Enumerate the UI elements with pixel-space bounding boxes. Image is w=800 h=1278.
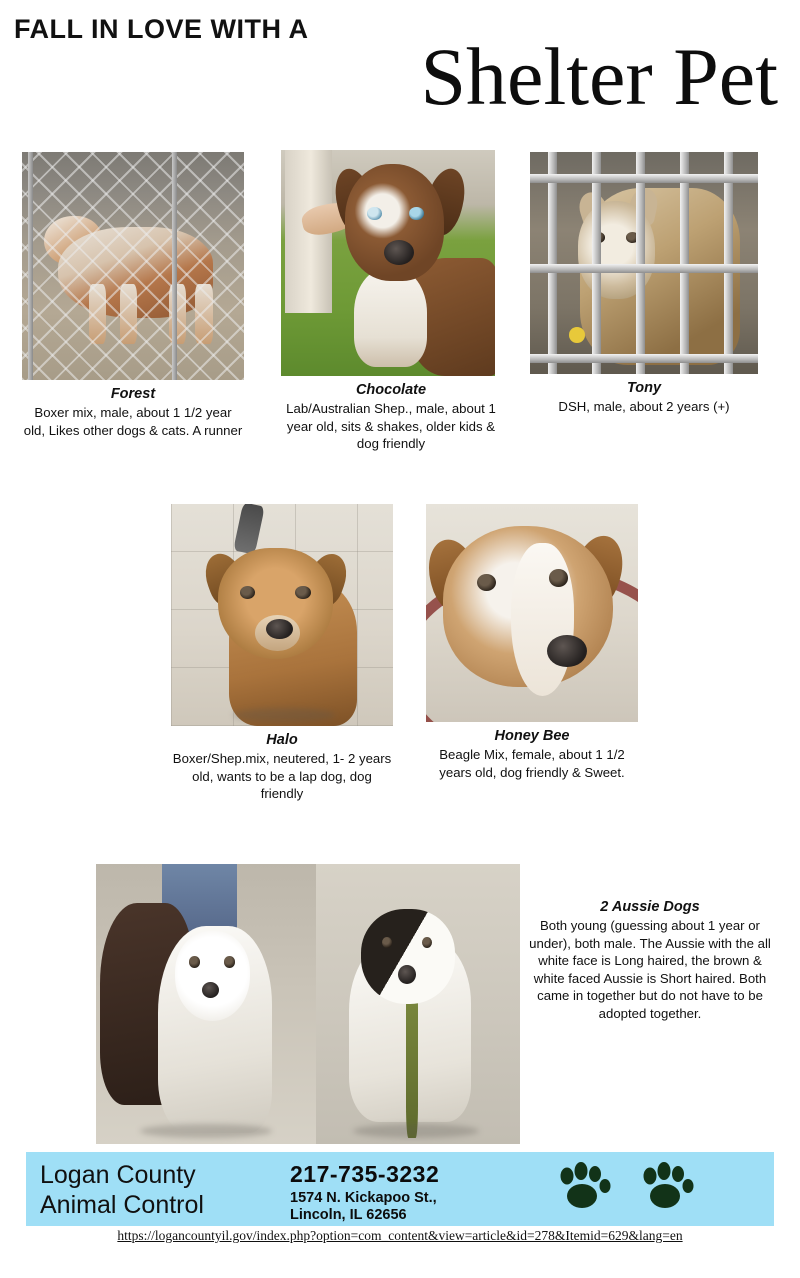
pet-photo-chocolate: [281, 150, 495, 376]
pet-card-tony: [530, 152, 758, 416]
paw-print-icon: [561, 1162, 611, 1208]
pet-photo-aussie-pair-wrapper: [96, 864, 520, 1144]
pet-photo-forest: [22, 152, 244, 380]
address-line2: Lincoln, IL 62656: [290, 1207, 407, 1223]
pet-name-tony: Tony: [626, 380, 662, 396]
pet-card-chocolate: [281, 150, 501, 453]
pet-card-aussie-text: [528, 898, 772, 1022]
street-address: [290, 1190, 437, 1224]
pet-photo-honey-bee: [426, 504, 638, 722]
pet-name-chocolate: Chocolate: [355, 382, 427, 398]
pet-name-honey-bee: Honey Bee: [494, 728, 570, 744]
pet-description-honey-bee: Beagle Mix, female, about 1 1/2 years old, dog friendly & Sweet.: [439, 747, 625, 780]
organization-name: [40, 1160, 204, 1220]
flyer-header: [0, 0, 800, 140]
address-line1: 1574 N. Kickapoo St.,: [290, 1190, 437, 1206]
pet-card-honey-bee: [426, 504, 638, 781]
pet-card-halo: [171, 504, 393, 803]
pet-card-forest: [22, 152, 244, 439]
paw-print-icon: [644, 1162, 694, 1208]
organization-name-line1: Logan County: [40, 1161, 196, 1189]
pet-photo-aussie-pair: [96, 864, 520, 1144]
pet-name-halo: Halo: [266, 732, 298, 748]
pet-photo-halo: [171, 504, 393, 726]
headline-main: Shelter Pet: [420, 31, 778, 122]
pet-photo-tony: [530, 152, 758, 374]
pet-name-forest: Forest: [110, 386, 156, 402]
paw-prints-decoration: [560, 1160, 740, 1218]
phone-number[interactable]: 217-735-3232: [290, 1161, 440, 1187]
footer-contact-bar: [26, 1152, 774, 1226]
pet-description-tony: DSH, male, about 2 years (+): [558, 399, 730, 414]
headline-top: FALL IN LOVE WITH A: [14, 14, 309, 44]
pet-description-halo: Boxer/Shep.mix, neutered, 1- 2 years old, wants to be a lap dog, dog friendly: [172, 751, 392, 801]
pet-name-aussie-pair: 2 Aussie Dogs: [600, 899, 700, 915]
pet-description-aussie-pair: Both young (guessing about 1 year or under), both male. The Aussie with the all white face is Long haired, the brown & white faced Aussie is Short haired. Both came in together but do not have to be adopted together.: [529, 918, 771, 1021]
pet-description-forest: Boxer mix, male, about 1 1/2 year old, Likes other dogs & cats. A runner: [23, 405, 243, 438]
pet-description-chocolate: Lab/Australian Shep., male, about 1 year old, sits & shakes, older kids & dog friendly: [286, 401, 496, 451]
shelter-website-link[interactable]: https://logancountyil.gov/index.php?option=com_content&view=article&id=278&Itemid=629&lang=en: [117, 1228, 683, 1243]
organization-name-line2: Animal Control: [40, 1191, 204, 1219]
